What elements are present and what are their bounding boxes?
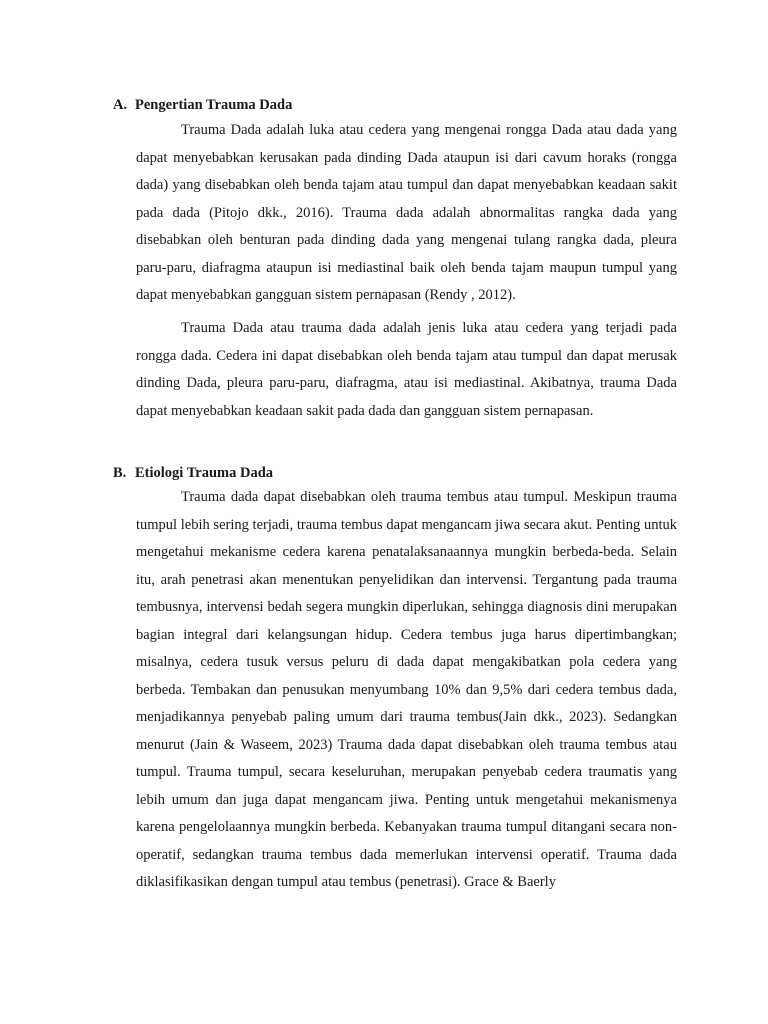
section-title-b: Etiologi Trauma Dada [135,465,274,481]
section-heading-b [113,463,273,483]
section-letter-b: B. [113,465,127,481]
section-letter-a: A. [113,97,128,113]
section-title-a: Pengertian Trauma Dada [135,97,293,113]
paragraph-definition-2: Trauma Dada atau trauma dada adalah jenis luka atau cedera yang terjadi pada rongga dada. Cedera ini dapat disebabkan oleh benda tajam atau tumpul dan dapat merusak dinding Dada, pleura paru-paru, diafragma, atau isi mediastinal. Akibatnya, trauma Dada dapat menyebabkan keadaan sakit pada dada dan gangguan sistem pernapasan. [136,320,677,419]
paragraph-definition-1: Trauma Dada adalah luka atau cedera yang mengenai rongga Dada atau dada yang dapat menyebabkan kerusakan pada dinding Dada ataupun isi dari cavum horaks (rongga dada) yang disebabkan oleh benda tajam atau tumpul dan dapat menyebabkan keadaan sakit pada dada (Pitojo dkk., 2016). Trauma dada adalah abnormalitas rangka dada yang disebabkan oleh benturan pada dinding dada yang mengenai tulang rangka dada, pleura paru-paru, diafragma ataupun isi mediastinal baik oleh benda tajam maupun tumpul yang dapat menyebabkan gangguan sistem pernapasan (Rendy , 2012). [136,122,677,303]
paragraph-etiology: Trauma dada dapat disebabkan oleh trauma tembus atau tumpul. Meskipun trauma tumpul lebih sering terjadi, trauma tembus dapat mengancam jiwa secara akut. Penting untuk mengetahui mekanisme cedera karena penatalaksanaannya mungkin berbeda-beda. Selain itu, arah penetrasi akan menentukan penyelidikan dan intervensi. Tergantung pada trauma tembusnya, intervensi bedah segera mungkin diperlukan, sehingga diagnosis dini merupakan bagian integral dari kelangsungan hidup. Cedera tembus juga harus dipertimbangkan; misalnya, cedera tusuk versus peluru di dada dapat mengakibatkan pola cedera yang berbeda. Tembakan dan penusukan menyumbang 10% dan 9,5% dari cedera tembus dada, menjadikannya penyebab paling umum dari trauma tembus(Jain dkk., 2023). Sedangkan menurut (Jain & Waseem, 2023) Trauma dada dapat disebabkan oleh trauma tembus atau tumpul. Trauma tumpul, secara keseluruhan, merupakan penyebab cedera traumatis yang lebih umum dan juga dapat mengancam jiwa. Penting untuk mengetahui mekanismenya karena pengelolaannya mungkin berbeda. Kebanyakan trauma tumpul ditangani secara non-operatif, sedangkan trauma tembus dada memerlukan intervensi operatif. Trauma dada diklasifikasikan dengan tumpul atau tembus (penetrasi). Grace & Baerly [136,489,677,890]
section-heading-a [113,95,292,115]
